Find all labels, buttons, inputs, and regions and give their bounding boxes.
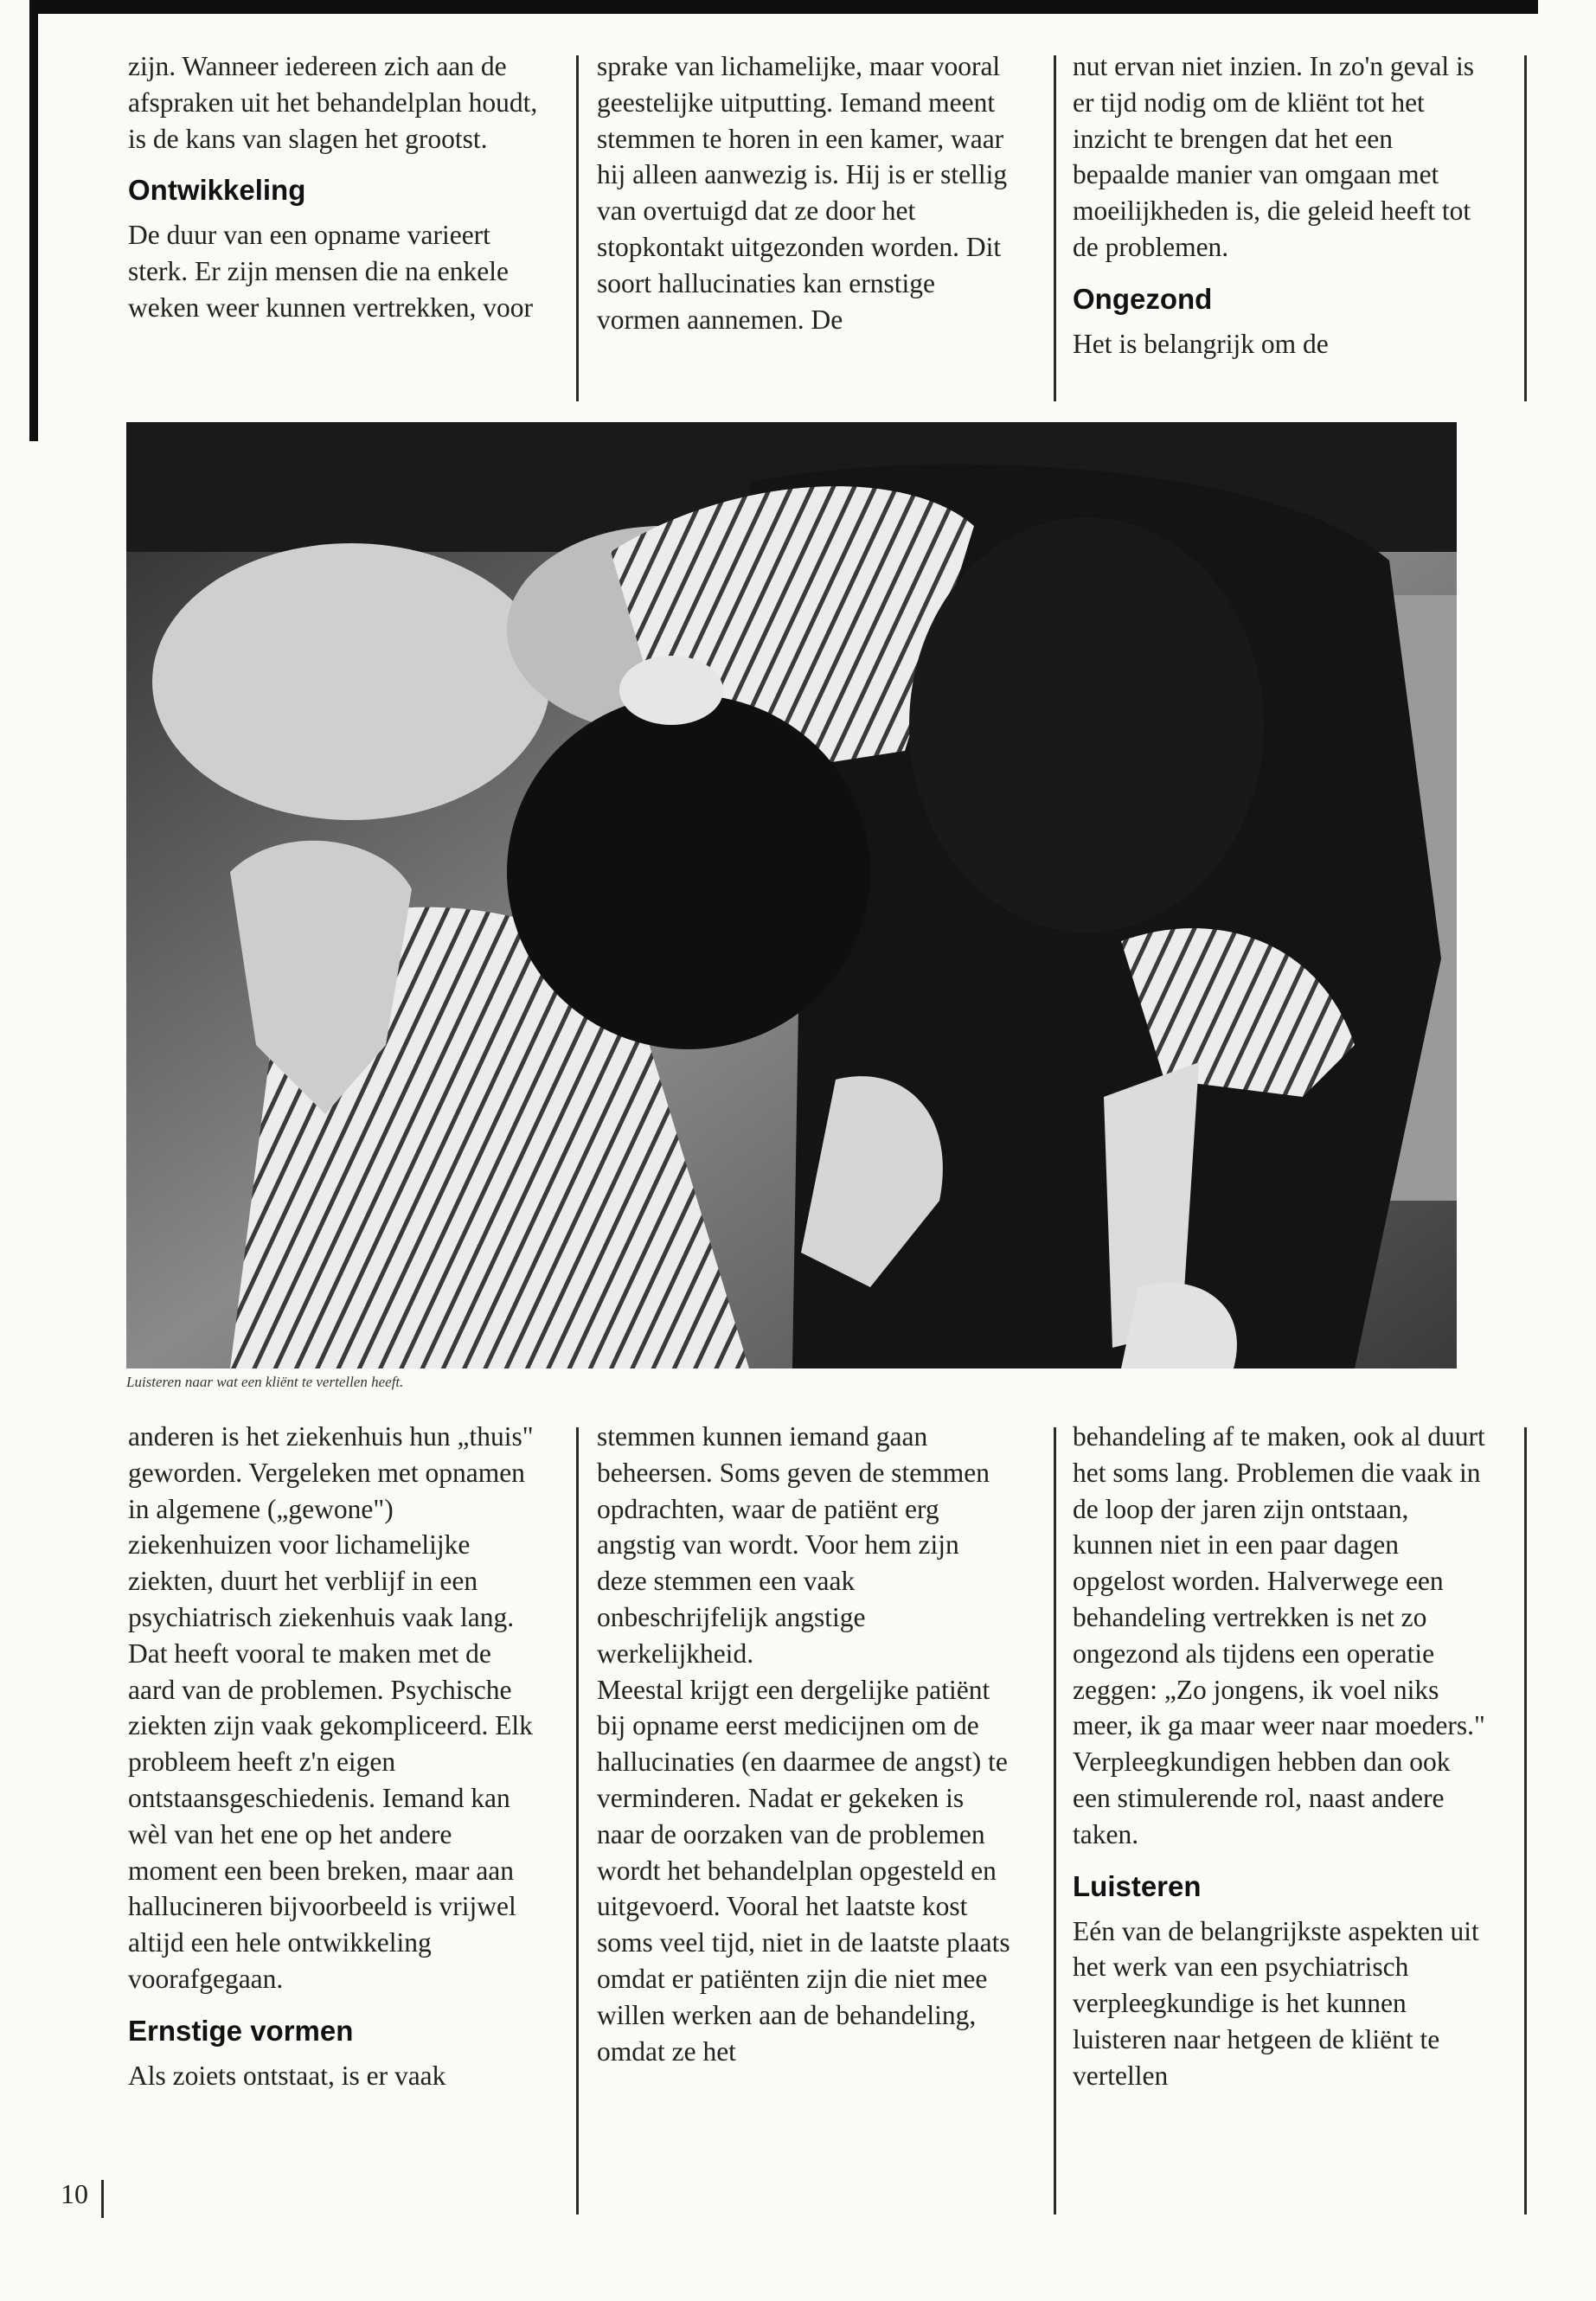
bottom-column-1 bbox=[128, 1419, 543, 2094]
top-column-3 bbox=[1073, 48, 1488, 362]
paragraph: Eén van de belangrijkste aspekten uit het werk van een psychiatrisch verpleegkundige is het kunnen luisteren naar hetgeen de kliënt te vertellen bbox=[1073, 1915, 1479, 2091]
paragraph: sprake van lichamelijke, maar vooral geestelijke uitputting. Iemand meent stemmen te horen in een kamer, waar hij alleen aanwezig is. Hij is er stellig van overtuigd dat ze door het stopkontakt uitgezonden worden. Dit soort hallucinaties kan ernstige vormen aannemen. De bbox=[597, 51, 1008, 335]
paragraph: nut ervan niet inzien. In zo'n geval is er tijd nodig om de kliënt tot het inzicht te brengen dat het een bepaalde manier van omgaan met moeilijkheden is, die geleid heeft tot de problemen. bbox=[1073, 51, 1475, 262]
paragraph: Verpleegkundigen hebben dan ook een stimulerende rol, naast andere taken. bbox=[1073, 1747, 1451, 1849]
photo-caption: Luisteren naar wat een kliënt te vertellen heeft. bbox=[126, 1374, 404, 1390]
paragraph: stemmen kunnen iemand gaan beheersen. Soms geven de stemmen opdrachten, waar de patiënt erg angstig van wordt. Voor hem zijn deze stemmen een vaak onbeschrijfelijk angstige werkelijkheid. bbox=[597, 1421, 990, 1669]
page-number-rule bbox=[101, 2180, 104, 2218]
page-number: 10 bbox=[61, 2178, 88, 2209]
column-divider bbox=[1524, 1427, 1527, 2214]
column-divider bbox=[1054, 55, 1056, 401]
paragraph: Het is belangrijk om de bbox=[1073, 328, 1329, 359]
bottom-column-3 bbox=[1073, 1419, 1488, 2094]
paragraph: Meestal krijgt een dergelijke patiënt bij opname eerst medicijnen om de hallucinaties (en daarmee de angst) te verminderen. Nadat er gekeken is naar de oorzaken van de problemen wordt het behandelplan opgesteld en uitgevoerd. Vooral het laatste kost soms veel tijd, niet in de laatste plaats omdat er patiënten zijn die niet mee willen werken aan de behandeling, omdat ze het bbox=[597, 1674, 1010, 2067]
paragraph: anderen is het ziekenhuis hun „thuis" geworden. Vergeleken met opnamen in algemene („gewone") ziekenhuizen voor lichamelijke ziekten, duurt het verblijf in een psychiatrisch ziekenhuis vaak lang. Dat heeft vooral te maken met de aard van de problemen. Psychische ziekten zijn vaak gekompliceerd. Elk probleem heeft z'n eigen ontstaansgeschiedenis. Iemand kan wèl van het ene op het andere moment een been breken, maar aan hallucineren bijvoorbeeld is vrijwel altijd een hele ontwikkeling voorafgegaan. bbox=[128, 1421, 534, 1994]
photo-nurse-comforting-patient bbox=[126, 422, 1457, 1368]
left-black-rule bbox=[29, 0, 38, 441]
column-divider bbox=[1054, 1427, 1056, 2214]
heading-ongezond: Ongezond bbox=[1073, 282, 1213, 315]
top-column-2 bbox=[597, 48, 1012, 337]
top-column-1 bbox=[128, 48, 543, 326]
paragraph: De duur van een opname varieert sterk. Er zijn mensen die na enkele weken weer kunnen vertrekken, voor bbox=[128, 220, 533, 323]
top-black-rule bbox=[29, 0, 1538, 14]
heading-ontwikkeling: Ontwikkeling bbox=[128, 174, 306, 207]
bottom-column-2 bbox=[597, 1419, 1012, 2069]
column-divider bbox=[576, 1427, 579, 2214]
paragraph: behandeling af te maken, ook al duurt het soms lang. Problemen die vaak in de loop der jaren zijn ontstaan, kunnen niet in een paar dagen opgelost worden. Halverwege een behandeling vertrekken is net zo ongezond als tijdens een operatie zeggen: „Zo jongens, ik voel niks meer, ik ga maar weer naar moeders." bbox=[1073, 1421, 1485, 1741]
heading-ernstige-vormen: Ernstige vormen bbox=[128, 2014, 354, 2047]
column-divider bbox=[576, 55, 579, 401]
column-divider bbox=[1524, 55, 1527, 401]
paragraph: zijn. Wanneer iedereen zich aan de afspraken uit het behandelplan houdt, is de kans van slagen het grootst. bbox=[128, 51, 538, 154]
paragraph: Als zoiets ontstaat, is er vaak bbox=[128, 2060, 446, 2091]
heading-luisteren: Luisteren bbox=[1073, 1869, 1202, 1902]
